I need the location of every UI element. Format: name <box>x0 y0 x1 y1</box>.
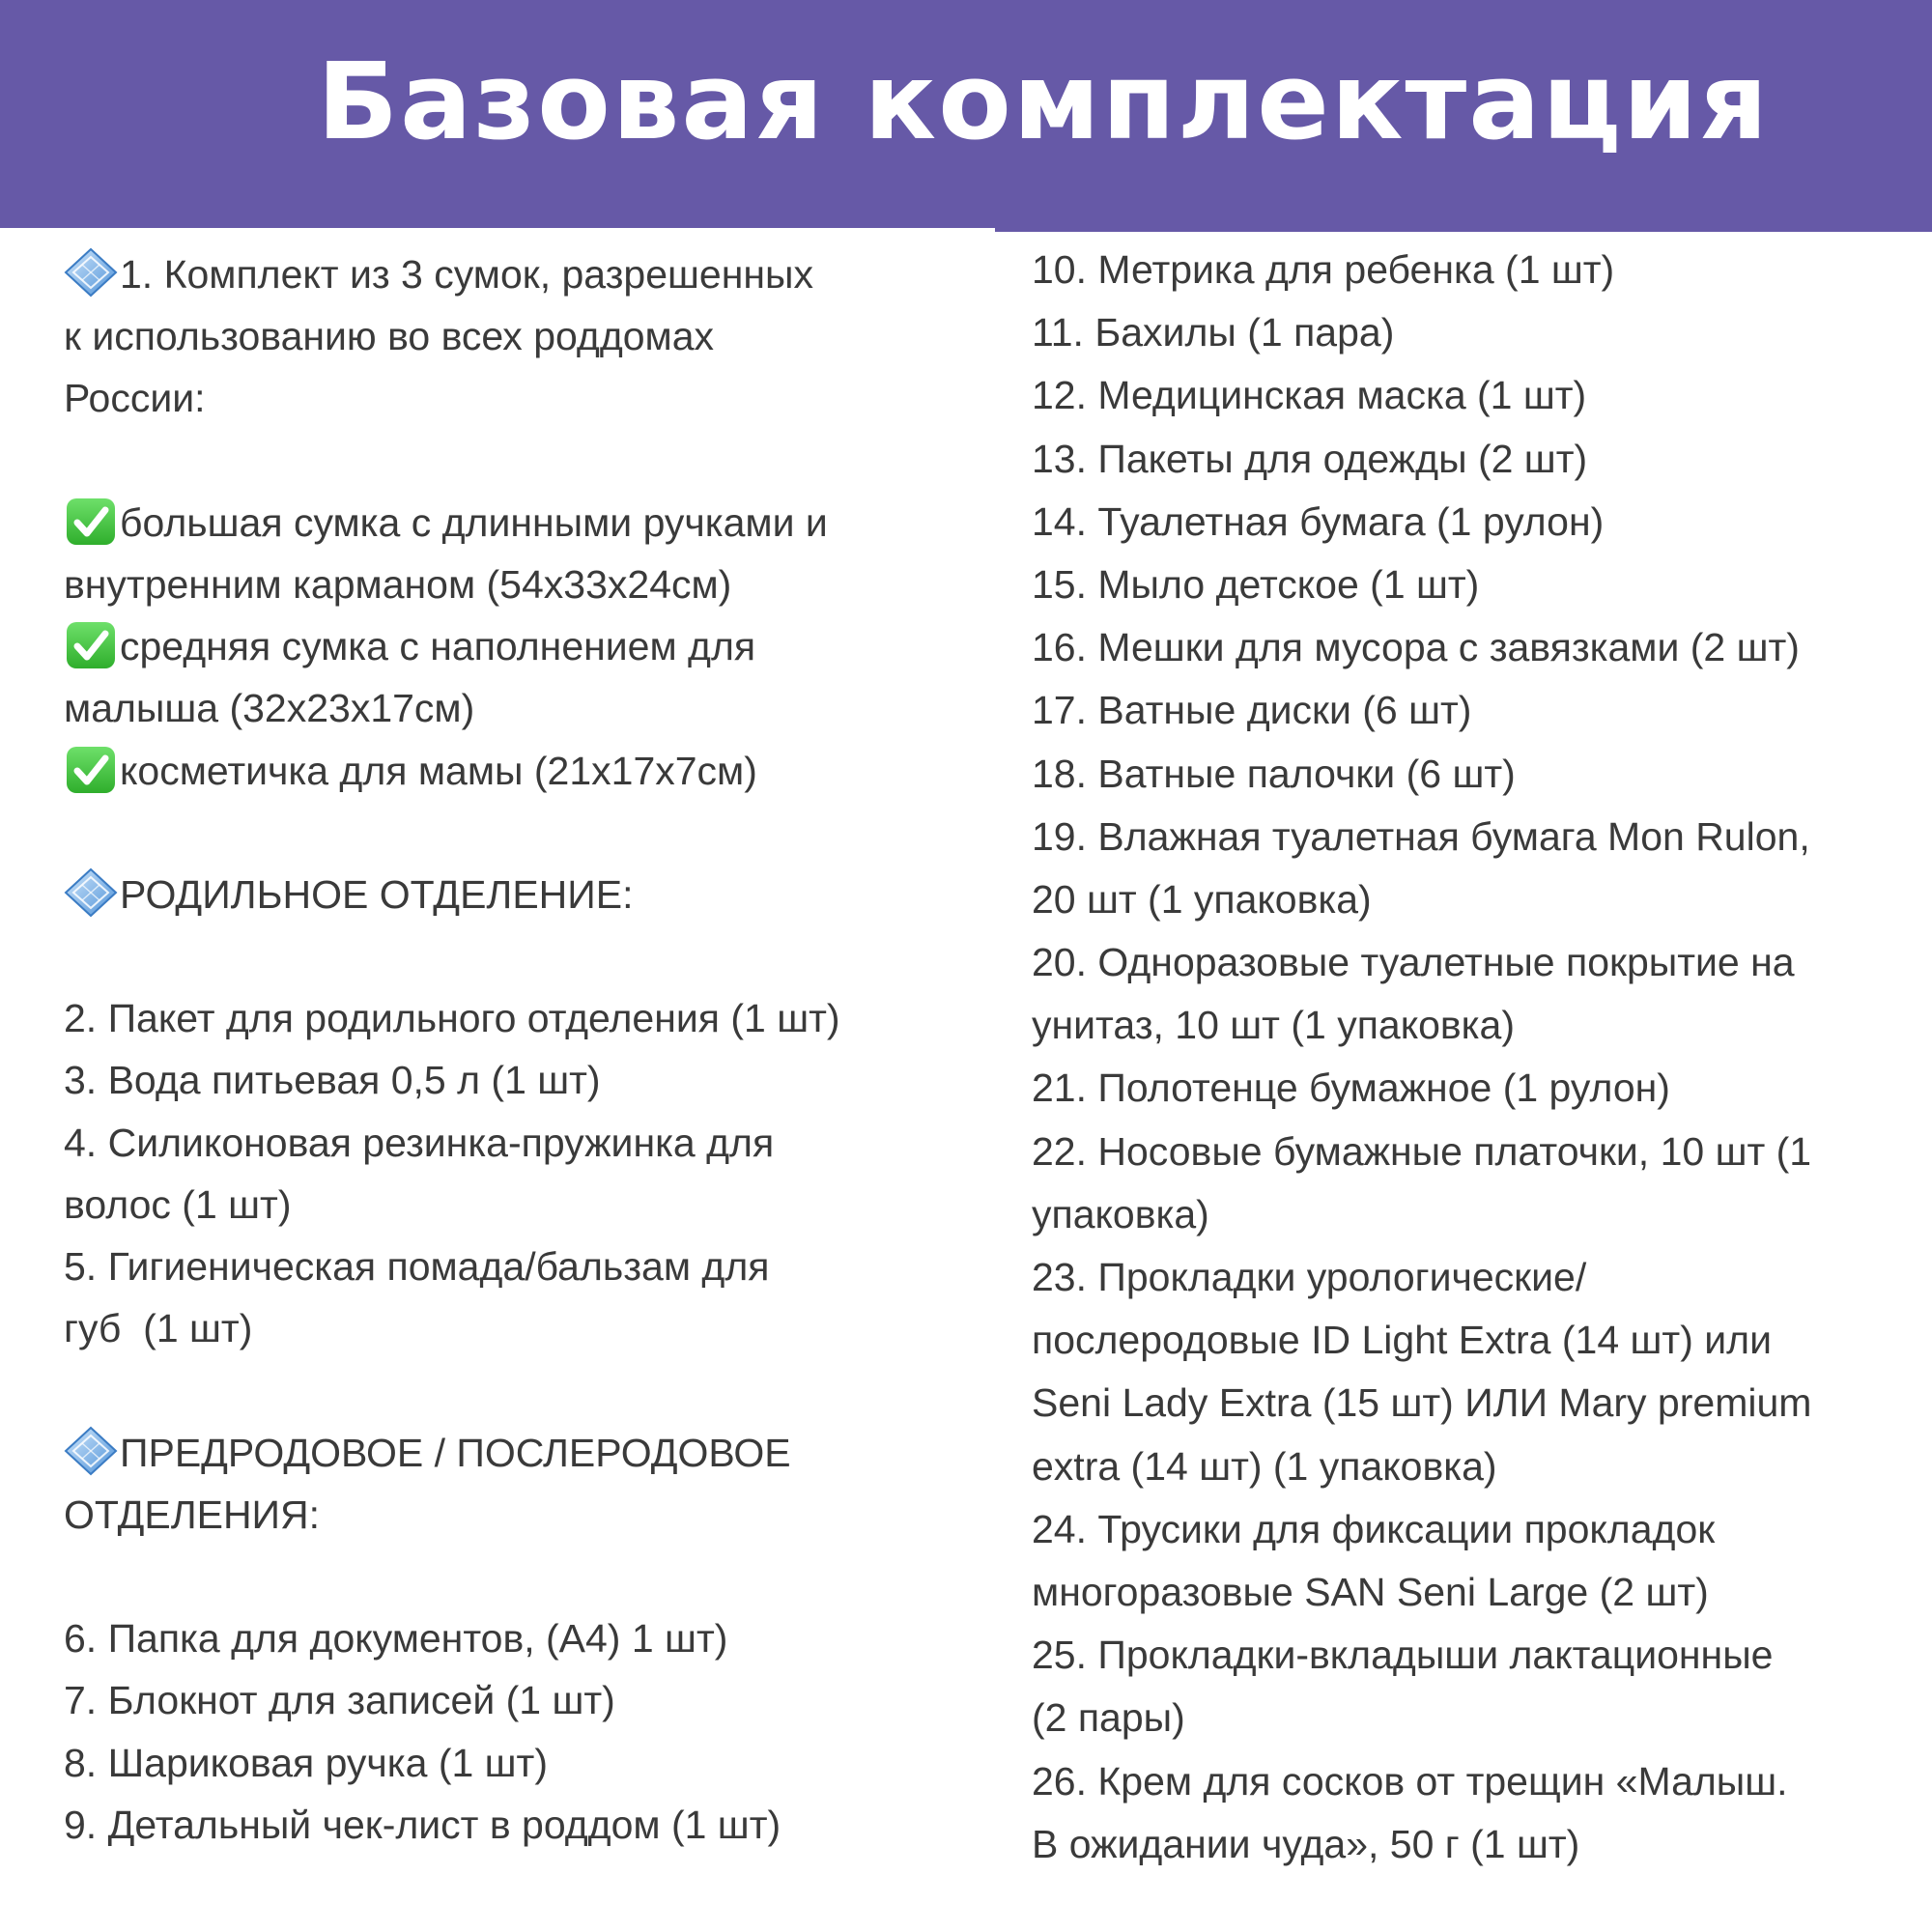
list-item-text: 1. Комплект из 3 сумок, разрешенных <box>120 252 813 297</box>
list-item-text: 8. Шариковая ручка (1 шт) <box>64 1740 548 1785</box>
list-item-text: упаковка) <box>1032 1191 1209 1236</box>
list-item <box>1032 806 1930 868</box>
list-item <box>1032 1687 1930 1749</box>
list-item <box>1032 868 1930 931</box>
list-item-text: 4. Силиконовая резинка-пружинка для <box>64 1120 775 1165</box>
list-item <box>64 1236 972 1297</box>
list-item <box>1032 1435 1930 1498</box>
list-item <box>1032 679 1930 742</box>
list-item-text: 23. Прокладки урологические/ <box>1032 1255 1587 1299</box>
list-item-text: России: <box>64 376 206 421</box>
list-item-text: (2 пары) <box>1032 1695 1185 1741</box>
blank-line <box>64 1359 972 1421</box>
list-item <box>64 305 972 367</box>
list-item-text: 17. Ватные диски (6 шт) <box>1032 688 1472 733</box>
list-item-text: 19. Влажная туалетная бумага Mon Rulon, <box>1032 813 1810 859</box>
list-item-text: 7. Блокнот для записей (1 шт) <box>64 1678 615 1723</box>
blue-diamond-icon <box>64 247 118 298</box>
list-item-text: ПРЕДРОДОВОЕ / ПОСЛЕРОДОВОЕ <box>120 1430 791 1475</box>
list-item <box>64 1607 972 1669</box>
list-item-text: 20 шт (1 упаковка) <box>1032 876 1372 922</box>
list-item-text: 26. Крем для сосков от трещин «Малыш. <box>1032 1758 1788 1804</box>
list-item-text: Seni Lady Extra (15 шт) ИЛИ Mary premium <box>1032 1380 1812 1426</box>
list-item <box>1032 931 1930 994</box>
blank-line <box>64 802 972 864</box>
list-item <box>64 740 972 802</box>
list-item <box>1032 364 1930 427</box>
list-item-text: 12. Медицинская маска (1 шт) <box>1032 373 1587 418</box>
list-item <box>64 1669 972 1731</box>
list-item-text: послеродовые ID Light Extra (14 шт) или <box>1032 1318 1772 1363</box>
list-item-text: 10. Метрика для ребенка (1 шт) <box>1032 247 1615 292</box>
list-item-text: В ожидании чуда», 50 г (1 шт) <box>1032 1821 1580 1866</box>
list-item <box>1032 1121 1930 1183</box>
right-column <box>1032 239 1930 1876</box>
list-item <box>64 864 972 925</box>
list-item-text: 3. Вода питьевая 0,5 л (1 шт) <box>64 1058 601 1103</box>
list-item <box>64 615 972 677</box>
blue-diamond-icon <box>64 1426 118 1476</box>
list-item-text: косметичка для мамы (21х17х7см) <box>120 748 757 793</box>
list-item-text: 9. Детальный чек-лист в роддом (1 шт) <box>64 1802 781 1847</box>
list-item-text: 18. Ватные палочки (6 шт) <box>1032 751 1516 796</box>
list-item-text: 14. Туалетная бумага (1 рулон) <box>1032 498 1605 544</box>
list-item-text: большая сумка с длинными ручками и <box>120 499 828 545</box>
green-check-icon <box>64 744 118 796</box>
list-item <box>64 243 972 305</box>
list-item <box>1032 1498 1930 1561</box>
page-title: Базовая комплектация <box>317 40 1770 163</box>
list-item-text: 15. Мыло детское (1 шт) <box>1032 561 1480 607</box>
list-item <box>1032 1624 1930 1687</box>
list-item <box>1032 491 1930 554</box>
list-item <box>1032 428 1930 491</box>
list-item <box>64 1794 972 1856</box>
list-item-text: к использованию во всех роддомах <box>64 314 715 359</box>
list-item-text: малыша (32х23х17см) <box>64 686 475 731</box>
list-item <box>64 554 972 615</box>
list-item-text: 11. Бахилы (1 пара) <box>1032 310 1395 355</box>
left-column <box>64 243 972 1856</box>
blank-line <box>64 925 972 987</box>
list-item-text: 22. Носовые бумажные платочки, 10 шт (1 <box>1032 1128 1812 1174</box>
list-item <box>1032 301 1930 364</box>
list-item-text: губ (1 шт) <box>64 1306 253 1351</box>
list-item <box>1032 1750 1930 1813</box>
list-item <box>1032 1057 1930 1120</box>
list-item <box>64 1112 972 1174</box>
list-item <box>64 1484 972 1546</box>
list-item <box>1032 994 1930 1057</box>
list-item <box>1032 1561 1930 1624</box>
list-item-text: унитаз, 10 шт (1 упаковка) <box>1032 1003 1515 1048</box>
header-banner <box>0 0 1932 228</box>
list-item-text: ОТДЕЛЕНИЯ: <box>64 1492 321 1537</box>
list-item-text: 25. Прокладки-вкладыши лактационные <box>1032 1633 1774 1678</box>
list-item-text: 5. Гигиеническая помада/бальзам для <box>64 1244 770 1289</box>
list-item-text: РОДИЛЬНОЕ ОТДЕЛЕНИЕ: <box>120 871 634 917</box>
list-item <box>64 1174 972 1236</box>
list-item-text: многоразовые SAN Seni Large (2 шт) <box>1032 1569 1709 1614</box>
blank-line <box>64 430 972 492</box>
list-item <box>64 1732 972 1794</box>
list-item-text: внутренним карманом (54х33х24см) <box>64 561 732 607</box>
list-item-text: 6. Папка для документов, (А4) 1 шт) <box>64 1616 728 1662</box>
list-item <box>1032 239 1930 301</box>
list-item <box>1032 554 1930 616</box>
list-item <box>1032 1183 1930 1246</box>
list-item-text: 2. Пакет для родильного отделения (1 шт) <box>64 996 840 1041</box>
list-item <box>64 1422 972 1484</box>
list-item <box>1032 616 1930 679</box>
list-item <box>64 367 972 429</box>
list-item-text: 16. Мешки для мусора с завязками (2 шт) <box>1032 625 1800 670</box>
list-item <box>1032 743 1930 806</box>
blue-diamond-icon <box>64 867 118 918</box>
green-check-icon <box>64 619 118 671</box>
list-item <box>64 677 972 739</box>
list-item <box>1032 1372 1930 1435</box>
list-item-text: 21. Полотенце бумажное (1 рулон) <box>1032 1065 1670 1111</box>
list-item-text: 20. Одноразовые туалетные покрытие на <box>1032 940 1795 985</box>
list-item-text: extra (14 шт) (1 упаковка) <box>1032 1443 1497 1489</box>
list-item <box>1032 1246 1930 1309</box>
list-item <box>64 1297 972 1359</box>
list-item <box>64 492 972 554</box>
list-item-text: средняя сумка с наполнением для <box>120 624 756 669</box>
list-item <box>64 987 972 1049</box>
green-check-icon <box>64 496 118 548</box>
list-item-text: 13. Пакеты для одежды (2 шт) <box>1032 436 1588 481</box>
list-item <box>1032 1813 1930 1876</box>
list-item <box>1032 1309 1930 1372</box>
header-divider <box>995 224 1932 232</box>
list-item-text: 24. Трусики для фиксации прокладок <box>1032 1506 1716 1551</box>
list-item-text: волос (1 шт) <box>64 1181 292 1227</box>
blank-line <box>64 1546 972 1607</box>
list-item <box>64 1049 972 1111</box>
